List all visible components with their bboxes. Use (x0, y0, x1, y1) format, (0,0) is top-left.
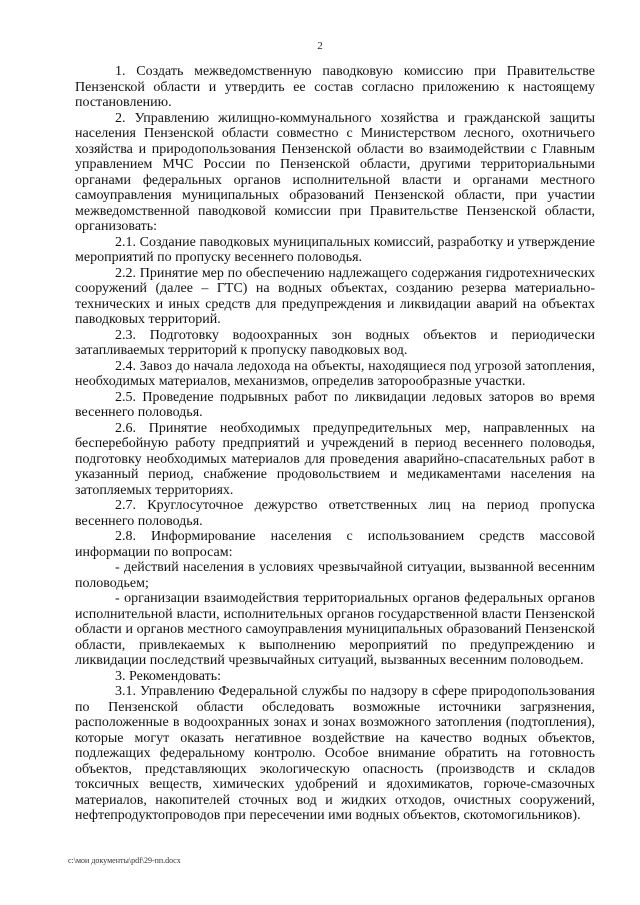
paragraph-3-1: 3.1. Управлению Федеральной службы по надзору в сфере природопользования по Пензенской области обследовать возможные источники загрязнения, расположенные в водоохранных зонах и зонах возможного затопления (подтопления), которые могут оказать негативное воздействие на качество водных объектов, подлежащих федеральному контролю. Особое внимание обратить на готовность объектов, представляющих экологическую опасность (производств и складов токсичных веществ, химических удобрений и ядохимикатов, горюче-смазочных материалов, накопителей сточных вод и жидких отходов, очистных сооружений, нефтепродуктопроводов при пересечении ими водных объектов, скотомогильников). (75, 684, 595, 823)
paragraph-2-5: 2.5. Проведение подрывных работ по ликвидации ледовых заторов во время весеннего половодья. (75, 389, 595, 420)
document-body (75, 64, 595, 824)
list-item-interaction: - организации взаимодействия территориальных органов федеральных органов исполнительной власти, исполнительных органов государственной власти Пензенской области и органов местного самоуправления муниципальных образований Пензенской области, привлекаемых к выполнению мероприятий по предупреждению и ликвидации последствий чрезвычайных ситуаций, вызванных весенним половодьем. (75, 591, 595, 668)
paragraph-2-1: 2.1. Создание паводковых муниципальных комиссий, разработку и утверждение мероприятий по пропуску весеннего половодья. (75, 234, 595, 265)
paragraph-2-8: 2.8. Информирование населения с использованием средств массовой информации по вопросам: (75, 529, 595, 560)
paragraph-2-4: 2.4. Завоз до начала ледохода на объекты, находящиеся под угрозой затопления, необходимых материалов, механизмов, определив заторообразные участки. (75, 358, 595, 389)
paragraph-2-3: 2.3. Подготовку водоохранных зон водных объектов и периодически затапливаемых территорий к пропуску паводковых вод. (75, 327, 595, 358)
list-item-population-actions: - действий населения в условиях чрезвычайной ситуации, вызванной весенним половодьем; (75, 560, 595, 591)
paragraph-2-2: 2.2. Принятие мер по обеспечению надлежащего содержания гидротехнических сооружений (далее – ГТС) на водных объектах, созданию резерва материально-технических и иных средств для предупреждения и ликвидации аварий на объектах паводковых территорий. (75, 265, 595, 327)
file-path-footer: c:\мои документы\pdf\29-пп.docx (68, 856, 181, 865)
paragraph-1: 1. Создать межведомственную паводковую комиссию при Правительстве Пензенской области и утвердить ее состав согласно приложению к настоящему постановлению. (75, 64, 595, 110)
paragraph-2: 2. Управлению жилищно-коммунального хозяйства и гражданской защиты населения Пензенской области совместно с Министерством лесного, охотничьего хозяйства и природопользования Пензенской области во взаимодействии с Главным управлением МЧС России по Пензенской области, другими территориальными органами федеральных органов исполнительной власти и органами местного самоуправления муниципальных образований Пензенской области, при участии межведомственной паводковой комиссии при Правительстве Пензенской области, организовать: (75, 110, 595, 234)
paragraph-3: 3. Рекомендовать: (115, 668, 221, 684)
page-number: 2 (317, 40, 323, 52)
paragraph-2-6: 2.6. Принятие необходимых предупредительных мер, направленных на бесперебойную работу предприятий и учреждений в период весеннего половодья, подготовку необходимых материалов для проведения аварийно-спасательных работ в указанный период, снабжение продовольствием и медикаментами населения на затопляемых территориях. (75, 420, 595, 498)
paragraph-2-7: 2.7. Круглосуточное дежурство ответственных лиц на период пропуска весеннего половодья. (75, 498, 595, 529)
